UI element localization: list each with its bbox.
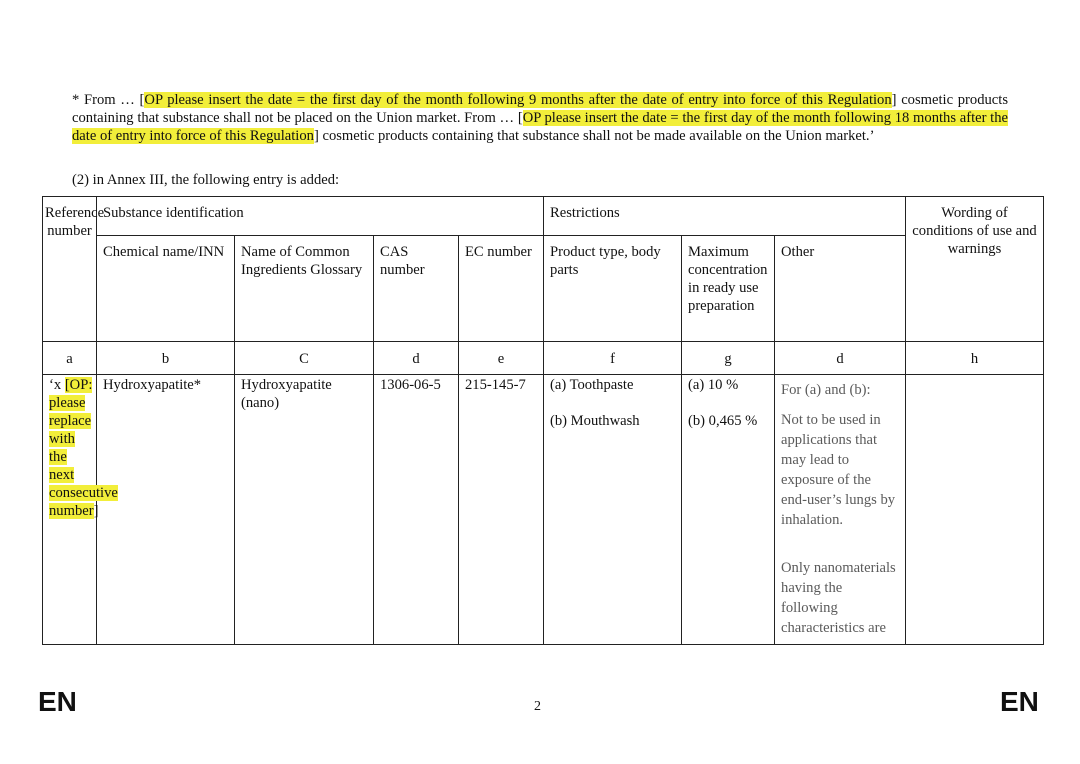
entry-ref-highlight: [OP: please replace with the next consecutive number — [49, 377, 118, 519]
column-letter: f — [544, 342, 682, 375]
entry-ref-suffix: ] — [93, 503, 99, 519]
column-letter: C — [235, 342, 374, 375]
column-letter: a — [43, 342, 97, 375]
other-conditions-label: For (a) and (b): — [781, 382, 871, 398]
column-letter: h — [906, 342, 1044, 375]
footnote-highlight-1: OP please insert the date = the first day of the month following 9 months after the date of entry into force of this Regulation — [144, 92, 892, 108]
column-letter: g — [682, 342, 775, 375]
entry-product-type — [544, 375, 682, 645]
footnote-text-1: * From … [ — [72, 92, 145, 108]
entry-reference-number — [43, 375, 118, 645]
entry-other — [775, 375, 906, 645]
entry-common-name: Hydroxyapatite (nano) — [235, 375, 374, 645]
product-type-a: (a) Toothpaste — [550, 377, 634, 393]
header-product-type: Product type, body parts — [544, 236, 682, 342]
entry-ref-prefix: ‘x — [49, 377, 65, 393]
column-letter: b — [97, 342, 235, 375]
max-conc-a: (a) 10 % — [688, 377, 739, 393]
annex-intro: (2) in Annex III, the following entry is added: — [72, 172, 340, 188]
column-letter-row — [43, 342, 1044, 375]
header-substance-identification: Substance identification — [97, 197, 544, 236]
footer-language-left: EN — [38, 686, 77, 717]
footnote-text-3: ] cosmetic products containing that substance shall not be made available on the Union market.’ — [313, 128, 875, 144]
header-reference-number: Reference number — [43, 197, 97, 342]
footer-language-right: EN — [1000, 686, 1039, 717]
header-cas: CAS number — [374, 236, 459, 342]
page-number: 2 — [534, 699, 541, 714]
footnote-text-2: ] cosmetic products containing that substance shall not be placed on the Union market. From … [ — [72, 92, 1008, 126]
product-type-b: (b) Mouthwash — [550, 413, 640, 429]
header-chemical-name: Chemical name/INN — [97, 236, 235, 342]
header-max-concentration: Maximum concentration in ready use preparation — [682, 236, 775, 342]
header-restrictions: Restrictions — [544, 197, 906, 236]
header-row-top — [43, 197, 1044, 236]
annex-table — [42, 196, 1044, 645]
other-nanomaterial-condition: Only nanomaterials having the following characteristics are — [781, 560, 896, 636]
header-common-name: Name of Common Ingredients Glossary — [235, 236, 374, 342]
footnote-highlight-2: OP please insert the date = the first day of the month following 18 months after the date of entry into force of this Regulation — [72, 110, 1008, 144]
header-row-sub — [43, 236, 1044, 342]
entry-max-concentration — [682, 375, 775, 645]
column-letter: d — [374, 342, 459, 375]
column-letter: e — [459, 342, 544, 375]
entry-wording — [906, 375, 1044, 645]
other-inhalation-restriction: Not to be used in applications that may lead to exposure of the end-user’s lungs by inhalation. — [781, 412, 896, 528]
header-ec: EC number — [459, 236, 544, 342]
column-letter: d — [775, 342, 906, 375]
max-conc-b: (b) 0,465 % — [688, 413, 758, 429]
entry-chemical-name: Hydroxyapatite* — [97, 375, 235, 645]
footnote-paragraph — [72, 91, 1008, 145]
table-row — [43, 375, 1044, 645]
header-wording: Wording of conditions of use and warnings — [906, 197, 1044, 342]
entry-cas: 1306-06-5 — [374, 375, 459, 645]
header-other: Other — [775, 236, 906, 342]
entry-ec: 215-145-7 — [459, 375, 544, 645]
